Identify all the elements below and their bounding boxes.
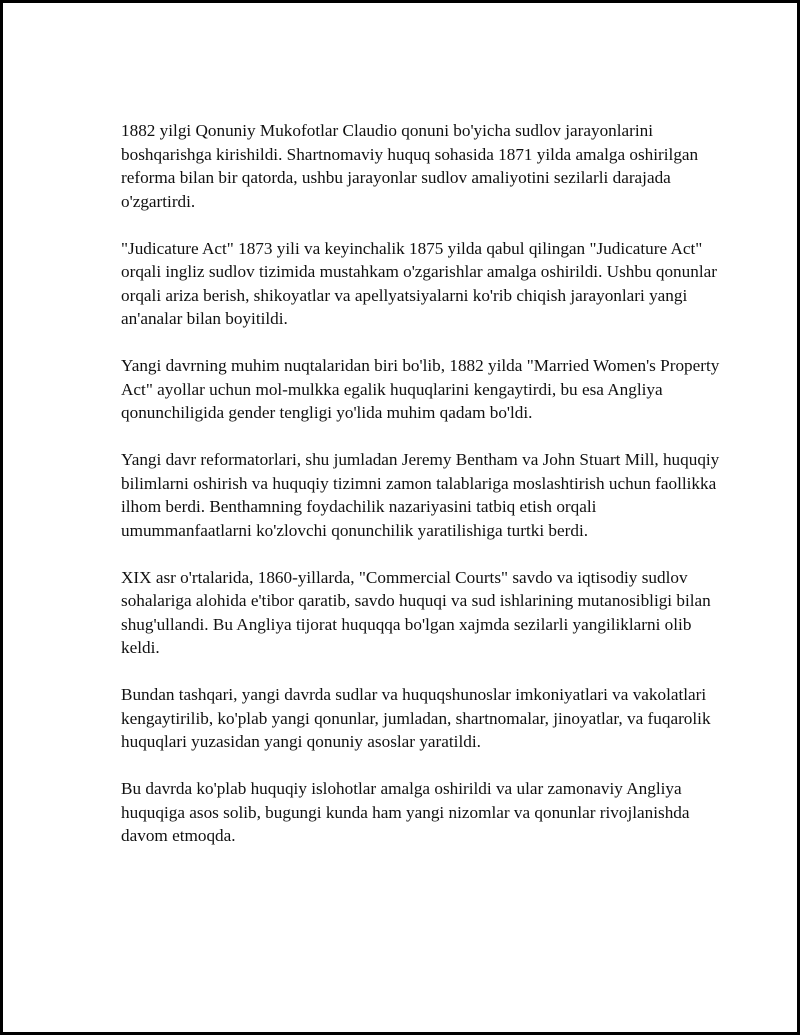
paragraph-legal-reforms: Bu davrda ko'plab huquqiy islohotlar amalga oshirildi va ular zamonaviy Angliya huquqiga asos solib, bugungi kunda ham yangi nizomlar va qonunlar rivojlanishda davom etmoqda. (121, 779, 690, 845)
paragraph-claudio-law: 1882 yilgi Qonuniy Mukofotlar Claudio qonuni bo'yicha sudlov jarayonlarini boshqarishga kirishildi. Shartnomaviy huquq sohasida 1871 yilda amalga oshirilgan reforma bilan bir qatorda, ushbu jarayonlar sudlov amaliyotini sezilarli darajada o'zgartirdi. (121, 121, 699, 211)
paragraph-expanded-powers: Bundan tashqari, yangi davrda sudlar va huquqshunoslar imkoniyatlari va vakolatlari kengaytirilib, ko'plab yangi qonunlar, jumladan, shartnomalar, jinoyatlar, va fuqarolik huquqlari yuzasidan yangi qonuniy asoslar yaratildi. (121, 685, 711, 751)
paragraph-married-womens-property-act: Yangi davrning muhim nuqtalaridan biri bo'lib, 1882 yilda "Married Women's Property Act" ayollar uchun mol-mulkka egalik huquqlarini kengaytirdi, bu esa Angliya qonunchiligida gender tengligi yo'lida muhim qadam bo'ldi. (121, 356, 720, 422)
paragraph-judicature-act: "Judicature Act" 1873 yili va keyinchalik 1875 yilda qabul qilingan "Judicature Act" orqali ingliz sudlov tizimida mustahkam o'zgarishlar amalga oshirildi. Ushbu qonunlar orqali ariza berish, shikoyatlar va apellyatsiyalarni ko'rib chiqish jarayonlari yangi an'analar bilan boyitildi. (121, 238, 717, 328)
paragraph-commercial-courts: XIX asr o'rtalarida, 1860-yillarda, "Commercial Courts" savdo va iqtisodiy sudlov sohalariga alohida e'tibor qaratib, savdo huquqi va sud ishlarining mutanosibligi bilan shug'ullandi. Bu Angliya tijorat huquqqa bo'lgan xajmda sezilarli yangiliklarni olib keldi. (121, 567, 711, 657)
paragraph-reformers: Yangi davr reformatorlari, shu jumladan Jeremy Bentham va John Stuart Mill, huquqiy bilimlarni oshirish va huquqiy tizimni zamon talablariga moslashtirish uchun faollikka ilhom berdi. Benthamning foydachilik nazariyasini tatbiq etish orqali umummanfaatlarni ko'zlovchi qonunchilik yaratilishiga turtki berdi. (121, 450, 720, 540)
document-body (121, 119, 721, 848)
